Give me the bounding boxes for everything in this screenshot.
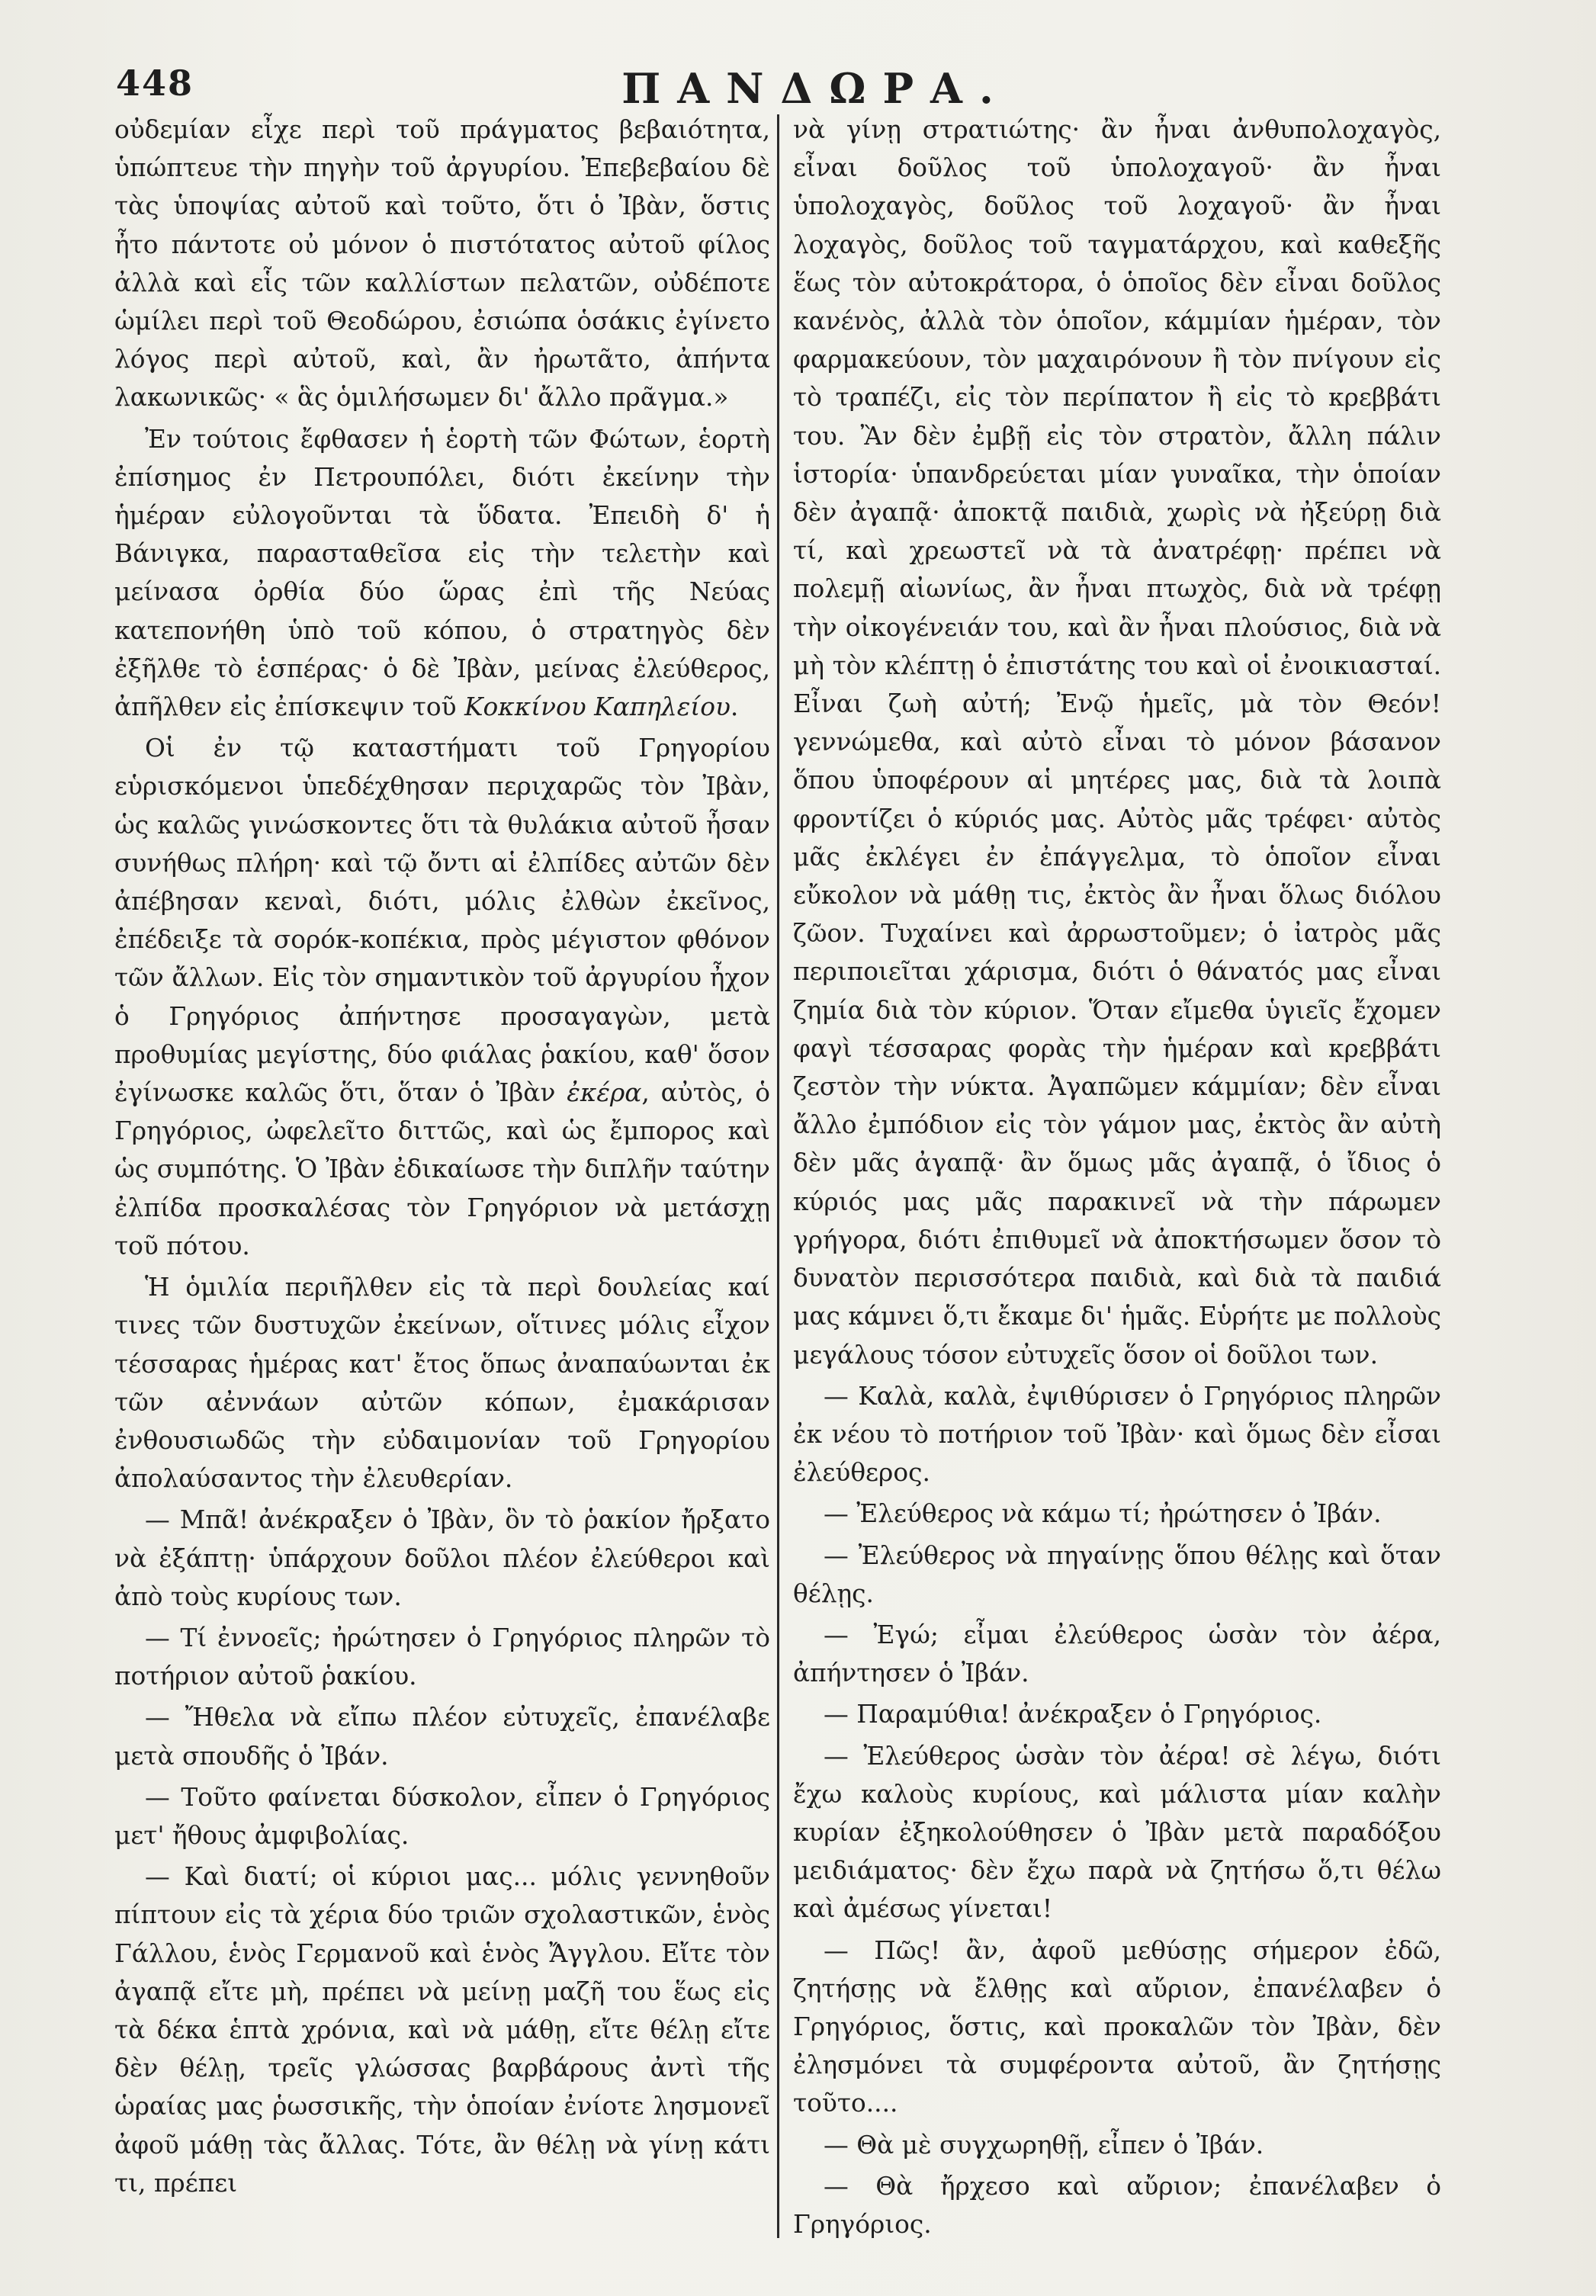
column-divider [777, 114, 779, 2238]
paragraph: οὐδεμίαν εἶχε περὶ τοῦ πράγματος βεβαιότητα, ὑπώπτευε τὴν πηγὴν τοῦ ἀργυρίου. Ἐπεβεβαίου δὲ τὰς ὑποψίας αὐτοῦ καὶ τοῦτο, ὅτι ὁ Ἰβὰν, ὅστις ἦτο πάντοτε οὐ μόνον ὁ πιστότατος αὐτοῦ φίλος ἀλλὰ καὶ εἷς τῶν καλλίστων πελατῶν, οὐδέποτε ὡμίλει περὶ τοῦ Θεοδώρου, ἐσιώπα ὁσάκις ἐγίνετο λόγος περὶ αὐτοῦ, καὶ, ἂν ἠρωτᾶτο, ἀπήντα λακωνικῶς· « ἃς ὁμιλήσωμεν δι' ἄλλο πρᾶγμα.» [114, 115, 770, 413]
dialogue-line: — Πῶς! ἂν, ἀφοῦ μεθύσῃς σήμερον ἐδῶ, ζητήσῃς νὰ ἔλθῃς καὶ αὔριον, ἐπανέλαβεν ὁ Γρηγόριος, ὅστις, καὶ προκαλῶν τὸν Ἰβὰν, δὲν ἐλησμόνει τὰ συμφέροντα αὐτοῦ, ἂν ζητήσῃς τοῦτο.... [793, 1935, 1441, 2118]
dialogue-line: — Ἤθελα νὰ εἴπω πλέον εὐτυχεῖς, ἐπανέλαβε μετὰ σπουδῆς ὁ Ἰβάν. [114, 1703, 770, 1771]
dialogue-line: — Θὰ μὲ συγχωρηθῇ, εἶπεν ὁ Ἰβάν. [824, 2130, 1264, 2160]
running-title: ΠΑΝΔΩΡΑ. [621, 64, 1010, 113]
right-column [793, 111, 1441, 2246]
paragraph: Οἱ ἐν τῷ καταστήματι τοῦ Γρηγορίου εὑρισκόμενοι ὑπεδέχθησαν περιχαρῶς τὸν Ἰβὰν, ὡς καλῶς γινώσκοντες ὅτι τὰ θυλάκια αὐτοῦ ἦσαν συνήθως πλήρη· καὶ τῷ ὄντι αἱ ἐλπίδες αὐτῶν δὲν ἀπέβησαν κεναὶ, διότι, μόλις ἐλθὼν ἐκεῖνος, ἐπέδειξε τὰ σορόκ-κοπέκια, πρὸς μέγιστον φθόνον τῶν ἄλλων. Εἰς τὸν σημαντικὸν τοῦ ἀργυρίου ἦχον ὁ Γρηγόριος ἀπήντησε προσαγαγὼν, μετὰ προθυμίας μεγίστης, δύο φιάλας ῥακίου, καθ' ὅσον ἐγίνωσκε καλῶς ὅτι, ὅταν ὁ Ἰβὰν ἐκέρα, αὐτὸς, ὁ Γρηγόριος, ὠφελεῖτο διττῶς, καὶ ὡς ἔμπορος καὶ ὡς συμπότης. Ὁ Ἰβὰν ἐδικαίωσε τὴν διπλῆν ταύτην ἐλπίδα προσκαλέσας τὸν Γρηγόριον νὰ μετάσχῃ τοῦ πότου. [114, 734, 770, 1260]
dialogue-line: — Μπᾶ! ἀνέκραξεν ὁ Ἰβὰν, ὃν τὸ ῥακίον ἤρξατο νὰ ἐξάπτῃ· ὑπάρχουν δοῦλοι πλέον ἐλεύθεροι καὶ ἀπὸ τοὺς κυρίους των. [114, 1505, 770, 1611]
dialogue-line: — Ἐλεύθερος νὰ πηγαίνῃς ὅπου θέλῃς καὶ ὅταν θέλῃς. [793, 1540, 1441, 1608]
dialogue-line: — Τί ἐννοεῖς; ἠρώτησεν ὁ Γρηγόριος πληρῶν τὸ ποτήριον αὐτοῦ ῥακίου. [114, 1623, 770, 1691]
paragraph: Ἐν τούτοις ἔφθασεν ἡ ἑορτὴ τῶν Φώτων, ἑορτὴ ἐπίσημος ἐν Πετρουπόλει, διότι ἐκείνην τὴν ἡμέραν εὐλογοῦνται τὰ ὕδατα. Ἐπειδὴ δ' ἡ Βάνιγκα, παρασταθεῖσα εἰς τὴν τελετὴν καὶ μείνασα ὀρθία δύο ὥρας ἐπὶ τῆς Νεύας κατεπονήθη ὑπὸ τοῦ κόπου, ὁ στρατηγὸς δὲν ἐξῆλθε τὸ ἑσπέρας· ὁ δὲ Ἰβὰν, μείνας ἐλεύθερος, ἀπῆλθεν εἰς ἐπίσκεψιν τοῦ Κοκκίνου Καπηλείου. [114, 424, 770, 722]
dialogue-line: — Παραμύθια! ἀνέκραξεν ὁ Γρηγόριος. [824, 1700, 1322, 1729]
italic-phrase: ἐκέρα [567, 1078, 642, 1108]
left-column [114, 111, 770, 2246]
dialogue-line: — Καὶ διατί; οἱ κύριοι μας... μόλις γεννηθοῦν πίπτουν εἰς τὰ χέρια δύο τριῶν σχολαστικῶν, ἑνὸς Γάλλου, ἑνὸς Γερμανοῦ καὶ ἑνὸς Ἄγγλου. Εἴτε τὸν ἀγαπᾷ εἴτε μὴ, πρέπει νὰ μείνῃ μαζῆ του ἕως εἰς τὰ δέκα ἑπτὰ χρόνια, καὶ νὰ μάθῃ, εἴτε θέλῃ εἴτε δὲν θέλῃ, τρεῖς γλώσσας βαρβάρους ἀντὶ τῆς ὡραίας μας ῥωσσικῆς, τὴν ὁποίαν ἐνίοτε λησμονεῖ ἀφοῦ μάθῃ τὰς ἄλλας. Τότε, ἂν θέλῃ νὰ γίνῃ κάτι τι, πρέπει [114, 1862, 770, 2198]
paragraph: Ἡ ὁμιλία περιῆλθεν εἰς τὰ περὶ δουλείας καί τινες τῶν δυστυχῶν ἐκείνων, οἵτινες μόλις εἶχον τέσσαρας ἡμέρας κατ' ἔτος ὅπως ἀναπαύωνται ἐκ τῶν αἐννάων αὐτῶν κόπων, ἐμακάρισαν ἐνθουσιωδῶς τὴν εὐδαιμονίαν τοῦ Γρηγορίου ἀπολαύσαντος τὴν ἐλευθερίαν. [114, 1273, 770, 1494]
dialogue-line: — Ἐγώ; εἶμαι ἐλεύθερος ὡσὰν τὸν ἀέρα, ἀπήντησεν ὁ Ἰβάν. [793, 1620, 1441, 1688]
dialogue-line: — Ἐλεύθερος ὡσὰν τὸν ἀέρα! σὲ λέγω, διότι ἔχω καλοὺς κυρίους, καὶ μάλιστα μίαν καλὴν κυρίαν ἐξηκολούθησεν ὁ Ἰβὰν μετὰ παραδόξου μειδιάματος· δὲν ἔχω παρὰ νὰ ζητήσω ὅ,τι θέλω καὶ ἀμέσως γίνεται! [793, 1741, 1441, 1924]
italic-phrase: Κοκκίνου Καπηλείου [464, 692, 731, 722]
dialogue-line: — Θὰ ἤρχεσο καὶ αὔριον; ἐπανέλαβεν ὁ Γρηγόριος. [793, 2171, 1441, 2239]
page-number: 448 [116, 63, 194, 104]
dialogue-line: — Τοῦτο φαίνεται δύσκολον, εἶπεν ὁ Γρηγόριος μετ' ἤθους ἀμφιβολίας. [114, 1782, 770, 1850]
paragraph: νὰ γίνῃ στρατιώτης· ἂν ἦναι ἀνθυπολοχαγὸς, εἶναι δοῦλος τοῦ ὑπολοχαγοῦ· ἂν ἦναι ὑπολοχαγὸς, δοῦλος τοῦ λοχαγοῦ· ἂν ἦναι λοχαγὸς, δοῦλος τοῦ ταγματάρχου, καὶ καθεξῆς ἕως τὸν αὐτοκράτορα, ὁ ὁποῖος δὲν εἶναι δοῦλος κανένὸς, ἀλλὰ τὸν ὁποῖον, κάμμίαν ἡμέραν, τὸν φαρμακεύουν, τὸν μαχαιρόνουν ἢ τὸν πνίγουν εἰς τὸ τραπέζι, εἰς τὸν περίπατον ἢ εἰς τὸ κρεββάτι του. Ἂν δὲν ἐμβῇ εἰς τὸν στρατὸν, ἄλλη πάλιν ἱστορία· ὑπανδρεύεται μίαν γυναῖκα, τὴν ὁποίαν δὲν ἀγαπᾷ· ἀποκτᾷ παιδιὰ, χωρὶς νὰ ἠξεύρῃ διὰ τί, καὶ χρεωστεῖ νὰ τὰ ἀνατρέφῃ· πρέπει νὰ πολεμῇ αἰωνίως, ἂν ἦναι πτωχὸς, διὰ νὰ τρέφῃ τὴν οἰκογένειάν του, καὶ ἂν ἦναι πλούσιος, διὰ νὰ μὴ τὸν κλέπτῃ ὁ ἐπιστάτης του καὶ οἱ ἐνοικιασταί. Εἶναι ζωὴ αὐτή; Ἐνῷ ἡμεῖς, μὰ τὸν Θεόν! γεννώμεθα, καὶ αὐτὸ εἶναι τὸ μόνον βάσανον ὅπου ὑποφέρουν αἱ μητέρες μας, διὰ τὰ λοιπὰ φροντίζει ὁ κύριός μας. Αὐτὸς μᾶς τρέφει· αὐτὸς μᾶς ἐκλέγει ἐν ἐπάγγελμα, τὸ ὁποῖον εἶναι εὔκολον νὰ μάθῃ τις, ἐκτὸς ἂν ἦναι ὅλως διόλου ζῶον. Τυχαίνει καὶ ἀρρωστοῦμεν; ὁ ἰατρὸς μᾶς περιποιεῖται χάρισμα, διότι ὁ θάνατός μας εἶναι ζημία διὰ τὸν κύριον. Ὅταν εἴμεθα ὑγιεῖς ἔχομεν φαγὶ τέσσαρας φορὰς τὴν ἡμέραν καὶ κρεββάτι ζεστὸν τὴν νύκτα. Ἀγαπῶμεν κάμμίαν; δὲν εἶναι ἄλλο ἐμπόδιον εἰς τὸν γάμον μας, ἐκτὸς ἂν αὐτὴ δὲν μᾶς ἀγαπᾷ· ἂν ὅμως μᾶς ἀγαπᾷ, ὁ ἴδιος ὁ κύριός μας μᾶς παρακινεῖ νὰ τὴν πάρωμεν γρήγορα, διότι ἐπιθυμεῖ νὰ ἀποκτήσωμεν ὅσον τὸ δυνατὸν περισσότερα παιδιὰ, καὶ διὰ τὰ παιδιά μας κάμνει ὅ,τι ἔκαμε δι' ἡμᾶς. Εὑρήτε με πολλοὺς μεγάλους τόσον εὐτυχεῖς ὅσον οἱ δοῦλοι των. [793, 115, 1441, 1370]
dialogue-line: — Ἐλεύθερος νὰ κάμω τί; ἠρώτησεν ὁ Ἰβάν. [824, 1499, 1382, 1529]
dialogue-line: — Καλὰ, καλὰ, ἐψιθύρισεν ὁ Γρηγόριος πληρῶν ἐκ νέου τὸ ποτήριον τοῦ Ἰβὰν· καὶ ὅμως δὲν εἶσαι ἐλεύθερος. [793, 1381, 1441, 1488]
